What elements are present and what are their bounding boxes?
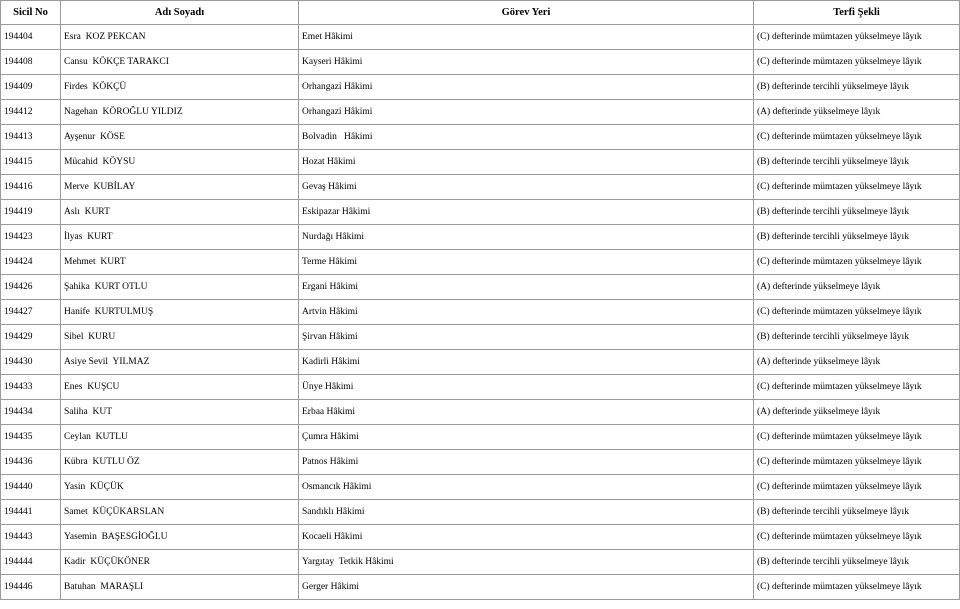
cell-gorev-yeri: Bolvadin Hâkimi (299, 125, 754, 150)
cell-sicil-no: 194409 (1, 75, 61, 100)
cell-sicil-no: 194446 (1, 575, 61, 600)
cell-gorev-yeri: Çumra Hâkimi (299, 425, 754, 450)
cell-adi-soyadi: Batuhan MARAŞLI (61, 575, 299, 600)
cell-gorev-yeri: Kayseri Hâkimi (299, 50, 754, 75)
cell-terfi-sekli: (C) defterinde mümtazen yükselmeye lâyık (754, 575, 960, 600)
cell-terfi-sekli: (C) defterinde mümtazen yükselmeye lâyık (754, 175, 960, 200)
cell-adi-soyadi: Saliha KUT (61, 400, 299, 425)
cell-terfi-sekli: (C) defterinde mümtazen yükselmeye lâyık (754, 450, 960, 475)
table-row (1, 75, 960, 100)
cell-adi-soyadi: Kübra KUTLU ÖZ (61, 450, 299, 475)
cell-sicil-no: 194443 (1, 525, 61, 550)
cell-gorev-yeri: Ünye Hâkimi (299, 375, 754, 400)
cell-sicil-no: 194433 (1, 375, 61, 400)
cell-adi-soyadi: Samet KÜÇÜKARSLAN (61, 500, 299, 525)
table-row (1, 50, 960, 75)
table-body (1, 25, 960, 600)
cell-adi-soyadi: Merve KUBİLAY (61, 175, 299, 200)
cell-gorev-yeri: Terme Hâkimi (299, 250, 754, 275)
cell-adi-soyadi: Nagehan KÖROĞLU YILDIZ (61, 100, 299, 125)
header-adi-soyadi: Adı Soyadı (61, 1, 299, 25)
cell-gorev-yeri: Gevaş Hâkimi (299, 175, 754, 200)
cell-adi-soyadi: Sibel KURU (61, 325, 299, 350)
cell-gorev-yeri: Sandıklı Hâkimi (299, 500, 754, 525)
cell-sicil-no: 194429 (1, 325, 61, 350)
cell-sicil-no: 194440 (1, 475, 61, 500)
cell-terfi-sekli: (A) defterinde yükselmeye lâyık (754, 400, 960, 425)
cell-adi-soyadi: İlyas KURT (61, 225, 299, 250)
cell-adi-soyadi: Esra KOZ PEKCAN (61, 25, 299, 50)
table-row (1, 300, 960, 325)
cell-terfi-sekli: (B) defterinde tercihli yükselmeye lâyık (754, 200, 960, 225)
cell-terfi-sekli: (C) defterinde mümtazen yükselmeye lâyık (754, 25, 960, 50)
table-row (1, 450, 960, 475)
cell-gorev-yeri: Emet Hâkimi (299, 25, 754, 50)
cell-adi-soyadi: Kadir KÜÇÜKÖNER (61, 550, 299, 575)
cell-terfi-sekli: (B) defterinde tercihli yükselmeye lâyık (754, 225, 960, 250)
cell-adi-soyadi: Firdes KÖKÇÜ (61, 75, 299, 100)
cell-sicil-no: 194441 (1, 500, 61, 525)
cell-sicil-no: 194404 (1, 25, 61, 50)
cell-gorev-yeri: Orhangazi Hâkimi (299, 75, 754, 100)
cell-terfi-sekli: (C) defterinde mümtazen yükselmeye lâyık (754, 250, 960, 275)
cell-sicil-no: 194423 (1, 225, 61, 250)
table-row (1, 525, 960, 550)
cell-terfi-sekli: (C) defterinde mümtazen yükselmeye lâyık (754, 50, 960, 75)
cell-sicil-no: 194426 (1, 275, 61, 300)
cell-gorev-yeri: Ergani Hâkimi (299, 275, 754, 300)
cell-terfi-sekli: (A) defterinde yükselmeye lâyık (754, 100, 960, 125)
cell-terfi-sekli: (C) defterinde mümtazen yükselmeye lâyık (754, 475, 960, 500)
cell-terfi-sekli: (C) defterinde mümtazen yükselmeye lâyık (754, 425, 960, 450)
cell-gorev-yeri: Gerger Hâkimi (299, 575, 754, 600)
cell-gorev-yeri: Şirvan Hâkimi (299, 325, 754, 350)
cell-sicil-no: 194436 (1, 450, 61, 475)
cell-terfi-sekli: (A) defterinde yükselmeye lâyık (754, 350, 960, 375)
cell-adi-soyadi: Hanife KURTULMUŞ (61, 300, 299, 325)
cell-sicil-no: 194430 (1, 350, 61, 375)
table-row (1, 350, 960, 375)
cell-sicil-no: 194434 (1, 400, 61, 425)
cell-gorev-yeri: Patnos Hâkimi (299, 450, 754, 475)
cell-adi-soyadi: Cansu KÖKÇE TARAKCI (61, 50, 299, 75)
table-row (1, 425, 960, 450)
table-row (1, 25, 960, 50)
cell-sicil-no: 194424 (1, 250, 61, 275)
cell-terfi-sekli: (C) defterinde mümtazen yükselmeye lâyık (754, 125, 960, 150)
cell-adi-soyadi: Asiye Sevil YILMAZ (61, 350, 299, 375)
table-row (1, 125, 960, 150)
table-row (1, 150, 960, 175)
cell-adi-soyadi: Yasin KÜÇÜK (61, 475, 299, 500)
cell-gorev-yeri: Artvin Hâkimi (299, 300, 754, 325)
table-row (1, 100, 960, 125)
table-row (1, 225, 960, 250)
cell-terfi-sekli: (A) defterinde yükselmeye lâyık (754, 275, 960, 300)
cell-adi-soyadi: Yasemin BAŞESGİOĞLU (61, 525, 299, 550)
table-row (1, 550, 960, 575)
cell-adi-soyadi: Ceylan KUTLU (61, 425, 299, 450)
cell-gorev-yeri: Erbaa Hâkimi (299, 400, 754, 425)
cell-adi-soyadi: Mehmet KURT (61, 250, 299, 275)
cell-terfi-sekli: (B) defterinde tercihli yükselmeye lâyık (754, 75, 960, 100)
header-gorev-yeri: Görev Yeri (299, 1, 754, 25)
cell-sicil-no: 194413 (1, 125, 61, 150)
cell-adi-soyadi: Aslı KURT (61, 200, 299, 225)
cell-gorev-yeri: Hozat Hâkimi (299, 150, 754, 175)
cell-sicil-no: 194435 (1, 425, 61, 450)
cell-adi-soyadi: Şahika KURT OTLU (61, 275, 299, 300)
cell-terfi-sekli: (C) defterinde mümtazen yükselmeye lâyık (754, 375, 960, 400)
cell-sicil-no: 194408 (1, 50, 61, 75)
cell-gorev-yeri: Nurdağı Hâkimi (299, 225, 754, 250)
table-row (1, 575, 960, 600)
cell-sicil-no: 194427 (1, 300, 61, 325)
cell-gorev-yeri: Yargıtay Tetkik Hâkimi (299, 550, 754, 575)
header-row (1, 1, 960, 25)
cell-terfi-sekli: (B) defterinde tercihli yükselmeye lâyık (754, 500, 960, 525)
cell-adi-soyadi: Enes KUŞCU (61, 375, 299, 400)
cell-terfi-sekli: (B) defterinde tercihli yükselmeye lâyık (754, 325, 960, 350)
table-row (1, 275, 960, 300)
header-sicil-no: Sicil No (1, 1, 61, 25)
cell-gorev-yeri: Eskipazar Hâkimi (299, 200, 754, 225)
table-row (1, 325, 960, 350)
table-row (1, 175, 960, 200)
cell-gorev-yeri: Osmancık Hâkimi (299, 475, 754, 500)
cell-sicil-no: 194415 (1, 150, 61, 175)
cell-sicil-no: 194416 (1, 175, 61, 200)
table-row (1, 400, 960, 425)
cell-gorev-yeri: Kadirli Hâkimi (299, 350, 754, 375)
cell-terfi-sekli: (C) defterinde mümtazen yükselmeye lâyık (754, 525, 960, 550)
table-row (1, 475, 960, 500)
cell-gorev-yeri: Kocaeli Hâkimi (299, 525, 754, 550)
cell-sicil-no: 194419 (1, 200, 61, 225)
table-row (1, 500, 960, 525)
cell-terfi-sekli: (B) defterinde tercihli yükselmeye lâyık (754, 550, 960, 575)
cell-terfi-sekli: (B) defterinde tercihli yükselmeye lâyık (754, 150, 960, 175)
header-terfi-sekli: Terfi Şekli (754, 1, 960, 25)
cell-adi-soyadi: Ayşenur KÖSE (61, 125, 299, 150)
cell-sicil-no: 194412 (1, 100, 61, 125)
table-row (1, 250, 960, 275)
cell-terfi-sekli: (C) defterinde mümtazen yükselmeye lâyık (754, 300, 960, 325)
cell-gorev-yeri: Orhangazi Hâkimi (299, 100, 754, 125)
table-row (1, 375, 960, 400)
cell-sicil-no: 194444 (1, 550, 61, 575)
cell-adi-soyadi: Mücahid KÖYSU (61, 150, 299, 175)
table-row (1, 200, 960, 225)
